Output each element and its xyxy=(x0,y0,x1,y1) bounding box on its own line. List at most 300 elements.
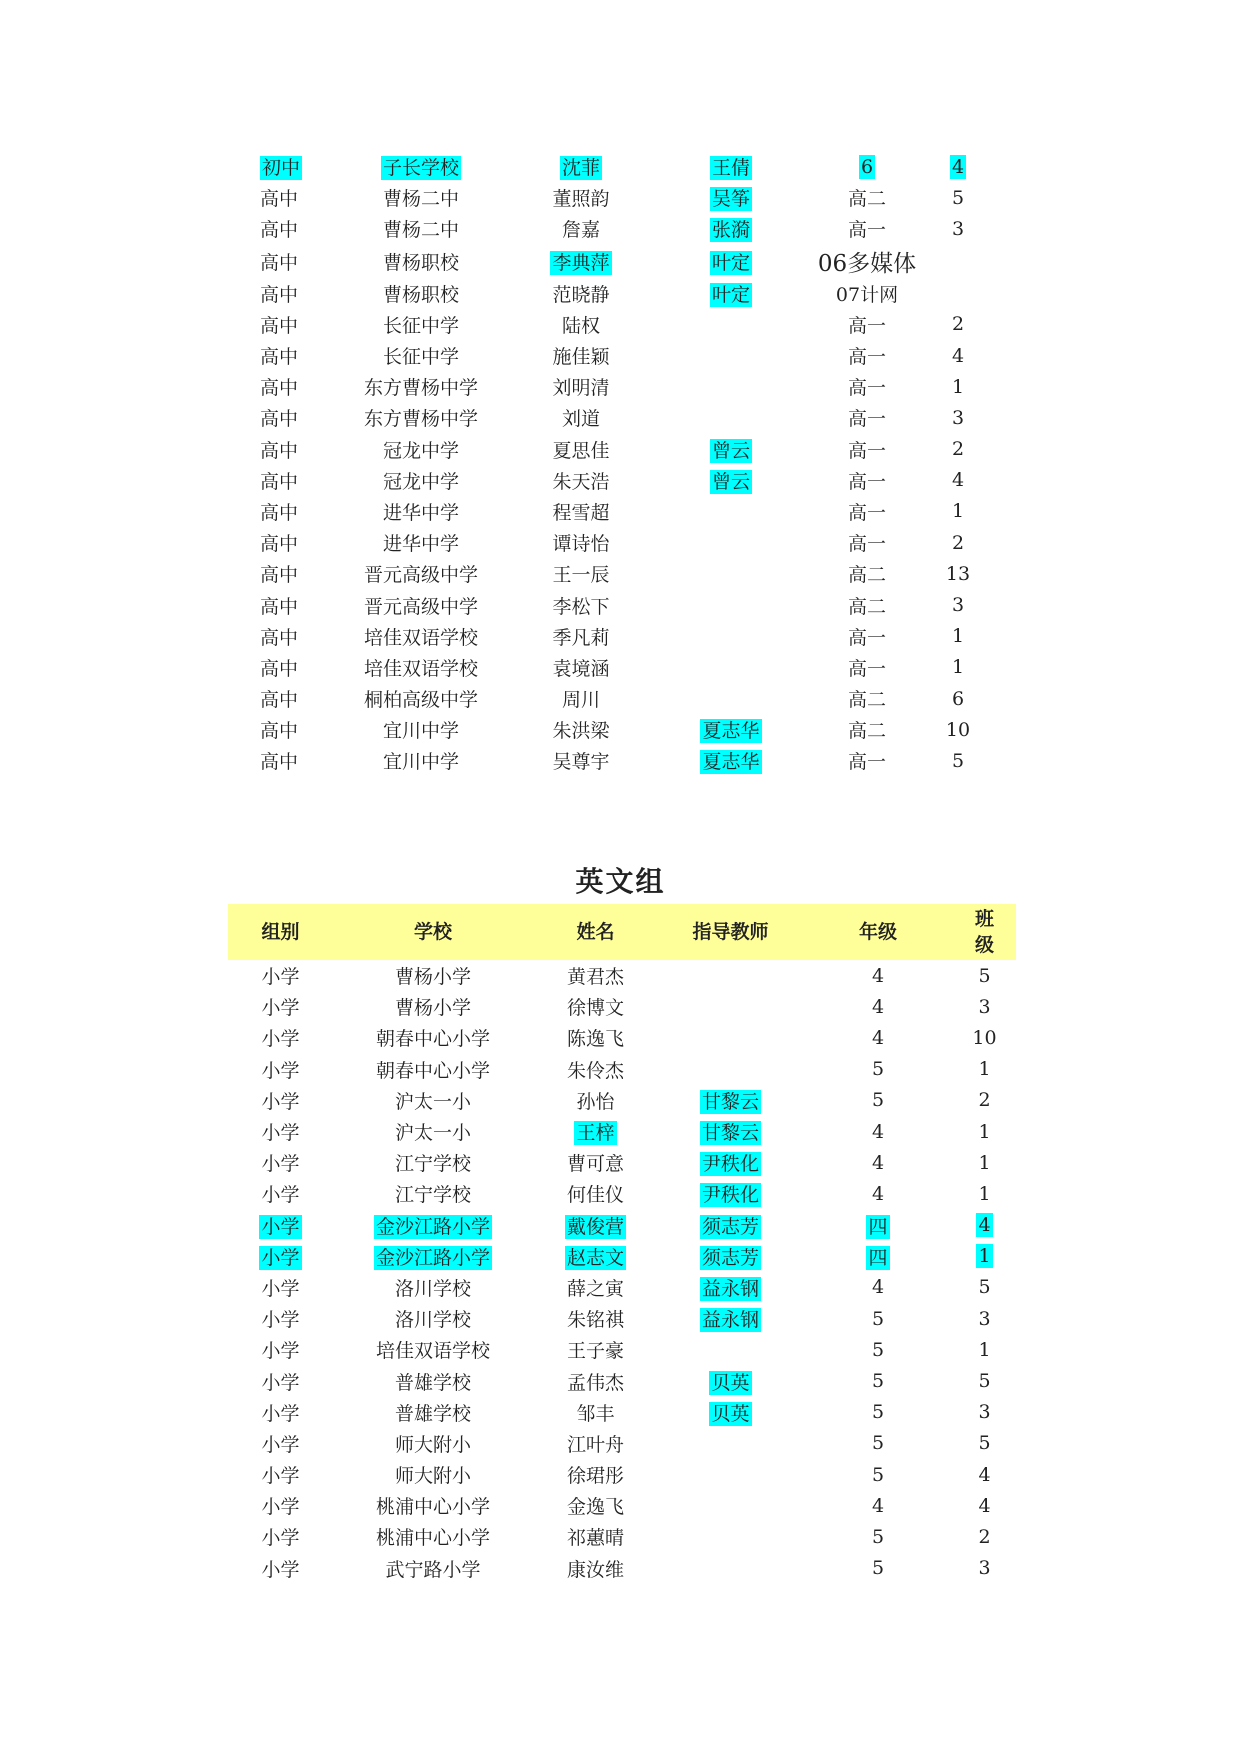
cell-teacher xyxy=(656,714,806,745)
name-text: 黄君杰 xyxy=(566,966,624,989)
cell-grade xyxy=(803,1428,953,1459)
grade-text: 4 xyxy=(871,1151,885,1174)
cell-teacher xyxy=(658,1116,803,1147)
cell-name xyxy=(533,1521,658,1552)
cell-grade xyxy=(806,558,928,589)
cell-class xyxy=(953,1428,1016,1459)
cell-grade xyxy=(806,402,928,433)
grade-text: 4 xyxy=(871,1026,885,1049)
group-text: 小学 xyxy=(261,1059,300,1082)
section-title: 英文组 xyxy=(575,865,666,898)
cell-group xyxy=(256,621,336,652)
grade-text: 5 xyxy=(871,1089,885,1112)
cell-grade xyxy=(803,1054,953,1085)
name-text: 刘明清 xyxy=(552,377,610,400)
cell-group xyxy=(228,1303,333,1334)
header-school: 学校 xyxy=(333,904,533,960)
name-text: 程雪超 xyxy=(552,501,610,524)
cell-name xyxy=(506,527,656,558)
cell-school xyxy=(333,1210,533,1241)
school-text: 曹杨职校 xyxy=(382,251,459,274)
cell-school xyxy=(336,278,506,309)
group-text: 高中 xyxy=(260,501,299,524)
table-row xyxy=(256,527,988,558)
cell-class xyxy=(953,1365,1016,1396)
name-text: 周川 xyxy=(561,689,600,712)
school-text: 曹杨小学 xyxy=(394,966,471,989)
cell-class xyxy=(953,1490,1016,1521)
name-text: 徐博文 xyxy=(566,997,624,1020)
cell-teacher xyxy=(656,558,806,589)
group-text: 小学 xyxy=(261,1090,300,1113)
cell-group xyxy=(256,683,336,714)
group-text: 小学 xyxy=(261,1340,300,1363)
cell-name xyxy=(533,1397,658,1428)
cell-teacher xyxy=(656,652,806,683)
name-text: 陈逸飞 xyxy=(566,1028,624,1051)
class-text: 3 xyxy=(978,1307,991,1330)
teacher-text: 叶定 xyxy=(711,251,750,274)
name-text: 赵志文 xyxy=(566,1246,624,1269)
cell-grade xyxy=(803,1116,953,1147)
grade-text: 5 xyxy=(871,1338,885,1361)
cell-teacher xyxy=(656,589,806,620)
cell-teacher xyxy=(656,371,806,402)
school-text: 培佳双语学校 xyxy=(363,657,478,680)
table-row xyxy=(228,991,1016,1022)
group-text: 小学 xyxy=(261,1246,300,1269)
name-text: 夏思佳 xyxy=(552,439,610,462)
cell-teacher xyxy=(658,1365,803,1396)
cell-class xyxy=(928,652,988,683)
grade-text: 5 xyxy=(871,1557,885,1580)
school-text: 子长学校 xyxy=(382,157,459,180)
class-text: 5 xyxy=(951,749,965,772)
cell-group xyxy=(256,371,336,402)
cell-grade xyxy=(803,1490,953,1521)
cell-name xyxy=(533,1241,658,1272)
group-text: 高中 xyxy=(260,720,299,743)
table-row xyxy=(228,1085,1016,1116)
cell-teacher xyxy=(658,991,803,1022)
group-text: 高中 xyxy=(260,439,299,462)
cell-grade xyxy=(803,991,953,1022)
table-row xyxy=(256,465,988,496)
table-row xyxy=(256,745,988,776)
grade-text: 4 xyxy=(871,995,885,1018)
name-text: 季凡莉 xyxy=(552,626,610,649)
cell-school xyxy=(336,683,506,714)
table-row xyxy=(228,1459,1016,1490)
cell-grade xyxy=(806,527,928,558)
class-text: 3 xyxy=(951,406,965,429)
grade-text: 高一 xyxy=(847,751,886,774)
cell-teacher xyxy=(656,496,806,527)
cell-class xyxy=(953,1178,1016,1209)
cell-school xyxy=(336,621,506,652)
name-text: 施佳颖 xyxy=(552,346,610,369)
class-text: 1 xyxy=(978,1151,991,1174)
group-text: 高中 xyxy=(260,657,299,680)
group-text: 小学 xyxy=(261,1496,300,1519)
cell-name xyxy=(533,1428,658,1459)
grade-text: 四 xyxy=(868,1246,888,1269)
cell-name xyxy=(506,151,656,182)
class-text: 4 xyxy=(951,469,965,492)
cell-grade xyxy=(806,714,928,745)
teacher-text: 夏志华 xyxy=(702,720,760,743)
grade-text: 高一 xyxy=(847,470,886,493)
cell-school xyxy=(336,151,506,182)
table-row xyxy=(228,1397,1016,1428)
cell-grade xyxy=(803,1178,953,1209)
cell-school xyxy=(333,1521,533,1552)
teacher-text: 吴筝 xyxy=(711,188,750,211)
table-row xyxy=(228,1147,1016,1178)
group-text: 小学 xyxy=(261,1433,300,1456)
group-text: 小学 xyxy=(261,1465,300,1488)
school-text: 长征中学 xyxy=(382,346,459,369)
group-text: 高中 xyxy=(260,564,299,587)
cell-grade xyxy=(806,371,928,402)
grade-text: 4 xyxy=(871,964,885,987)
cell-teacher xyxy=(656,402,806,433)
school-text: 师大附小 xyxy=(394,1433,471,1456)
cell-group xyxy=(228,1241,333,1272)
name-text: 薛之寅 xyxy=(566,1277,624,1300)
school-text: 金沙江路小学 xyxy=(375,1246,490,1269)
cell-grade xyxy=(803,1303,953,1334)
school-text: 进华中学 xyxy=(382,501,459,524)
class-text: 3 xyxy=(978,1557,991,1580)
teacher-text: 须志芳 xyxy=(701,1215,759,1238)
cell-group xyxy=(228,1116,333,1147)
cell-grade xyxy=(803,1459,953,1490)
table-row xyxy=(256,182,988,213)
cell-name xyxy=(506,245,656,278)
school-text: 东方曹杨中学 xyxy=(363,377,478,400)
table-row xyxy=(256,652,988,683)
class-text: 4 xyxy=(978,1494,991,1517)
cell-name xyxy=(533,1022,658,1053)
cell-group xyxy=(256,402,336,433)
cell-teacher xyxy=(656,683,806,714)
table-row xyxy=(256,245,988,278)
table-row xyxy=(256,309,988,340)
name-text: 朱铭祺 xyxy=(566,1309,624,1332)
cell-school xyxy=(336,245,506,278)
cell-school xyxy=(336,527,506,558)
cell-grade xyxy=(806,340,928,371)
class-text: 4 xyxy=(978,1463,991,1486)
cell-name xyxy=(533,1553,658,1584)
grade-text: 5 xyxy=(871,1307,885,1330)
cell-class xyxy=(928,182,988,213)
teacher-text: 张漪 xyxy=(711,219,750,242)
cell-school xyxy=(333,1553,533,1584)
grade-text: 高二 xyxy=(847,689,886,712)
cell-class xyxy=(953,1272,1016,1303)
class-text: 4 xyxy=(951,344,965,367)
cell-group xyxy=(256,340,336,371)
cell-name xyxy=(506,683,656,714)
cell-school xyxy=(336,652,506,683)
name-text: 朱伶杰 xyxy=(566,1059,624,1082)
cell-class xyxy=(953,1553,1016,1584)
table-row xyxy=(256,558,988,589)
table-row xyxy=(228,1334,1016,1365)
cell-school xyxy=(333,1334,533,1365)
name-text: 王一辰 xyxy=(552,564,610,587)
class-text: 6 xyxy=(951,687,965,710)
name-text: 詹嘉 xyxy=(561,219,600,242)
school-text: 普雄学校 xyxy=(394,1402,471,1425)
cell-grade xyxy=(803,1365,953,1396)
cell-name xyxy=(533,1272,658,1303)
name-text: 邹丰 xyxy=(576,1402,615,1425)
cell-school xyxy=(333,1085,533,1116)
english-results-table xyxy=(228,904,1016,1584)
cell-teacher xyxy=(658,1241,803,1272)
cell-group xyxy=(256,151,336,182)
school-text: 江宁学校 xyxy=(394,1184,471,1207)
grade-text: 4 xyxy=(871,1276,885,1299)
cell-group xyxy=(256,558,336,589)
cell-name xyxy=(533,1085,658,1116)
cell-name xyxy=(533,1116,658,1147)
cell-grade xyxy=(806,151,928,182)
cell-name xyxy=(533,1054,658,1085)
name-text: 江叶舟 xyxy=(566,1433,624,1456)
school-text: 冠龙中学 xyxy=(382,439,459,462)
group-text: 小学 xyxy=(261,1371,300,1394)
table-row xyxy=(256,589,988,620)
cell-group xyxy=(256,309,336,340)
cell-class xyxy=(953,1303,1016,1334)
cell-school xyxy=(333,1116,533,1147)
cell-name xyxy=(506,652,656,683)
cell-name xyxy=(533,1147,658,1178)
cell-school xyxy=(336,496,506,527)
cell-school xyxy=(333,1428,533,1459)
cell-teacher xyxy=(658,1210,803,1241)
cell-school xyxy=(336,434,506,465)
cell-group xyxy=(256,278,336,309)
group-text: 高中 xyxy=(260,595,299,618)
group-text: 小学 xyxy=(261,1028,300,1051)
cell-grade xyxy=(806,465,928,496)
cell-group xyxy=(256,714,336,745)
header-class-text: 班 级 xyxy=(974,908,994,956)
class-text: 1 xyxy=(978,1058,991,1081)
cell-teacher xyxy=(656,434,806,465)
cell-grade xyxy=(806,278,928,309)
teacher-text: 叶定 xyxy=(711,283,750,306)
cell-class xyxy=(928,340,988,371)
teacher-text: 夏志华 xyxy=(702,751,760,774)
cell-grade xyxy=(803,1085,953,1116)
school-text: 朝春中心小学 xyxy=(375,1028,490,1051)
cell-school xyxy=(333,1303,533,1334)
school-text: 曹杨二中 xyxy=(382,219,459,242)
grade-text: 高二 xyxy=(847,720,886,743)
cell-group xyxy=(228,1178,333,1209)
cell-school xyxy=(336,714,506,745)
name-text: 王梓 xyxy=(576,1122,615,1145)
grade-text: 高二 xyxy=(847,595,886,618)
school-text: 宜川中学 xyxy=(382,751,459,774)
cell-group xyxy=(228,1397,333,1428)
cell-class xyxy=(953,1459,1016,1490)
group-text: 高中 xyxy=(260,188,299,211)
name-text: 曹可意 xyxy=(566,1153,624,1176)
cell-group xyxy=(228,1022,333,1053)
school-text: 曹杨二中 xyxy=(382,188,459,211)
class-text: 3 xyxy=(978,1401,991,1424)
group-text: 初中 xyxy=(262,157,301,180)
cell-grade xyxy=(803,1022,953,1053)
school-text: 宜川中学 xyxy=(382,720,459,743)
table-row xyxy=(256,340,988,371)
cell-class xyxy=(928,151,988,182)
table-row xyxy=(256,213,988,244)
name-text: 康汝维 xyxy=(566,1558,624,1581)
cell-group xyxy=(256,434,336,465)
cell-group xyxy=(256,652,336,683)
cell-class xyxy=(928,589,988,620)
group-text: 小学 xyxy=(261,1215,300,1238)
cell-name xyxy=(533,1365,658,1396)
cell-school xyxy=(336,465,506,496)
name-text: 何佳仪 xyxy=(566,1184,624,1207)
cell-teacher xyxy=(656,245,806,278)
name-text: 朱天浩 xyxy=(552,470,610,493)
name-text: 李松下 xyxy=(552,595,610,618)
cell-grade xyxy=(806,621,928,652)
name-text: 金逸飞 xyxy=(566,1496,624,1519)
cell-school xyxy=(333,960,533,991)
cell-group xyxy=(256,182,336,213)
school-text: 师大附小 xyxy=(394,1465,471,1488)
class-text: 5 xyxy=(978,1276,991,1299)
grade-text: 5 xyxy=(871,1525,885,1548)
class-text: 3 xyxy=(951,594,965,617)
class-text: 1 xyxy=(978,1182,991,1205)
grade-text: 5 xyxy=(871,1370,885,1393)
group-text: 小学 xyxy=(261,1558,300,1581)
cell-school xyxy=(336,371,506,402)
cell-group xyxy=(256,213,336,244)
cell-school xyxy=(333,1178,533,1209)
school-text: 晋元高级中学 xyxy=(363,595,478,618)
table-row xyxy=(228,1241,1016,1272)
group-text: 高中 xyxy=(260,689,299,712)
school-text: 曹杨小学 xyxy=(394,997,471,1020)
grade-text: 高一 xyxy=(847,439,886,462)
school-text: 进华中学 xyxy=(382,533,459,556)
teacher-text: 须志芳 xyxy=(701,1246,759,1269)
cell-teacher xyxy=(658,1521,803,1552)
header-grade: 年级 xyxy=(803,904,953,960)
school-text: 普雄学校 xyxy=(394,1371,471,1394)
teacher-text: 贝英 xyxy=(711,1371,750,1394)
cell-group xyxy=(228,1272,333,1303)
cell-school xyxy=(336,402,506,433)
table-row xyxy=(228,1490,1016,1521)
group-text: 小学 xyxy=(261,1277,300,1300)
cell-group xyxy=(228,1553,333,1584)
grade-text: 5 xyxy=(871,1432,885,1455)
group-text: 小学 xyxy=(261,1153,300,1176)
cell-name xyxy=(506,371,656,402)
school-text: 培佳双语学校 xyxy=(375,1340,490,1363)
cell-teacher xyxy=(656,527,806,558)
class-text: 5 xyxy=(978,1370,991,1393)
school-text: 长征中学 xyxy=(382,314,459,337)
cell-school xyxy=(333,991,533,1022)
cell-class xyxy=(953,1085,1016,1116)
class-text: 1 xyxy=(951,625,965,648)
cell-class xyxy=(928,278,988,309)
class-text: 10 xyxy=(945,718,971,741)
cell-grade xyxy=(806,496,928,527)
header-row xyxy=(228,904,1016,960)
class-text: 1 xyxy=(951,375,965,398)
name-text: 范晓静 xyxy=(552,283,610,306)
cell-grade xyxy=(806,683,928,714)
cell-group xyxy=(256,745,336,776)
teacher-text: 甘黎云 xyxy=(701,1122,759,1145)
cell-teacher xyxy=(656,309,806,340)
teacher-text: 尹秩化 xyxy=(701,1184,759,1207)
cell-grade xyxy=(806,245,928,278)
cell-school xyxy=(333,1397,533,1428)
group-text: 小学 xyxy=(261,1527,300,1550)
school-text: 洛川学校 xyxy=(394,1309,471,1332)
class-text: 2 xyxy=(978,1089,991,1112)
cell-teacher xyxy=(658,1428,803,1459)
group-text: 高中 xyxy=(260,377,299,400)
class-text: 2 xyxy=(978,1525,991,1548)
teacher-text: 尹秩化 xyxy=(701,1153,759,1176)
school-text: 桐柏高级中学 xyxy=(363,689,478,712)
grade-text: 07计网 xyxy=(835,283,899,306)
cell-teacher xyxy=(656,182,806,213)
cell-name xyxy=(506,434,656,465)
cell-grade xyxy=(803,1553,953,1584)
school-text: 朝春中心小学 xyxy=(375,1059,490,1082)
cell-grade xyxy=(806,182,928,213)
class-text: 3 xyxy=(951,217,965,240)
cell-name xyxy=(506,278,656,309)
table-row xyxy=(256,151,988,182)
name-text: 王子豪 xyxy=(566,1340,624,1363)
class-text: 1 xyxy=(951,500,965,523)
cell-group xyxy=(256,245,336,278)
cell-class xyxy=(928,245,988,278)
cell-name xyxy=(533,960,658,991)
cell-class xyxy=(953,1022,1016,1053)
header-teacher: 指导教师 xyxy=(658,904,803,960)
cell-teacher xyxy=(656,621,806,652)
cell-school xyxy=(336,182,506,213)
cell-class xyxy=(928,621,988,652)
cell-class xyxy=(953,1054,1016,1085)
cell-class xyxy=(953,1334,1016,1365)
group-text: 小学 xyxy=(261,1184,300,1207)
table-row xyxy=(256,683,988,714)
school-text: 培佳双语学校 xyxy=(363,626,478,649)
